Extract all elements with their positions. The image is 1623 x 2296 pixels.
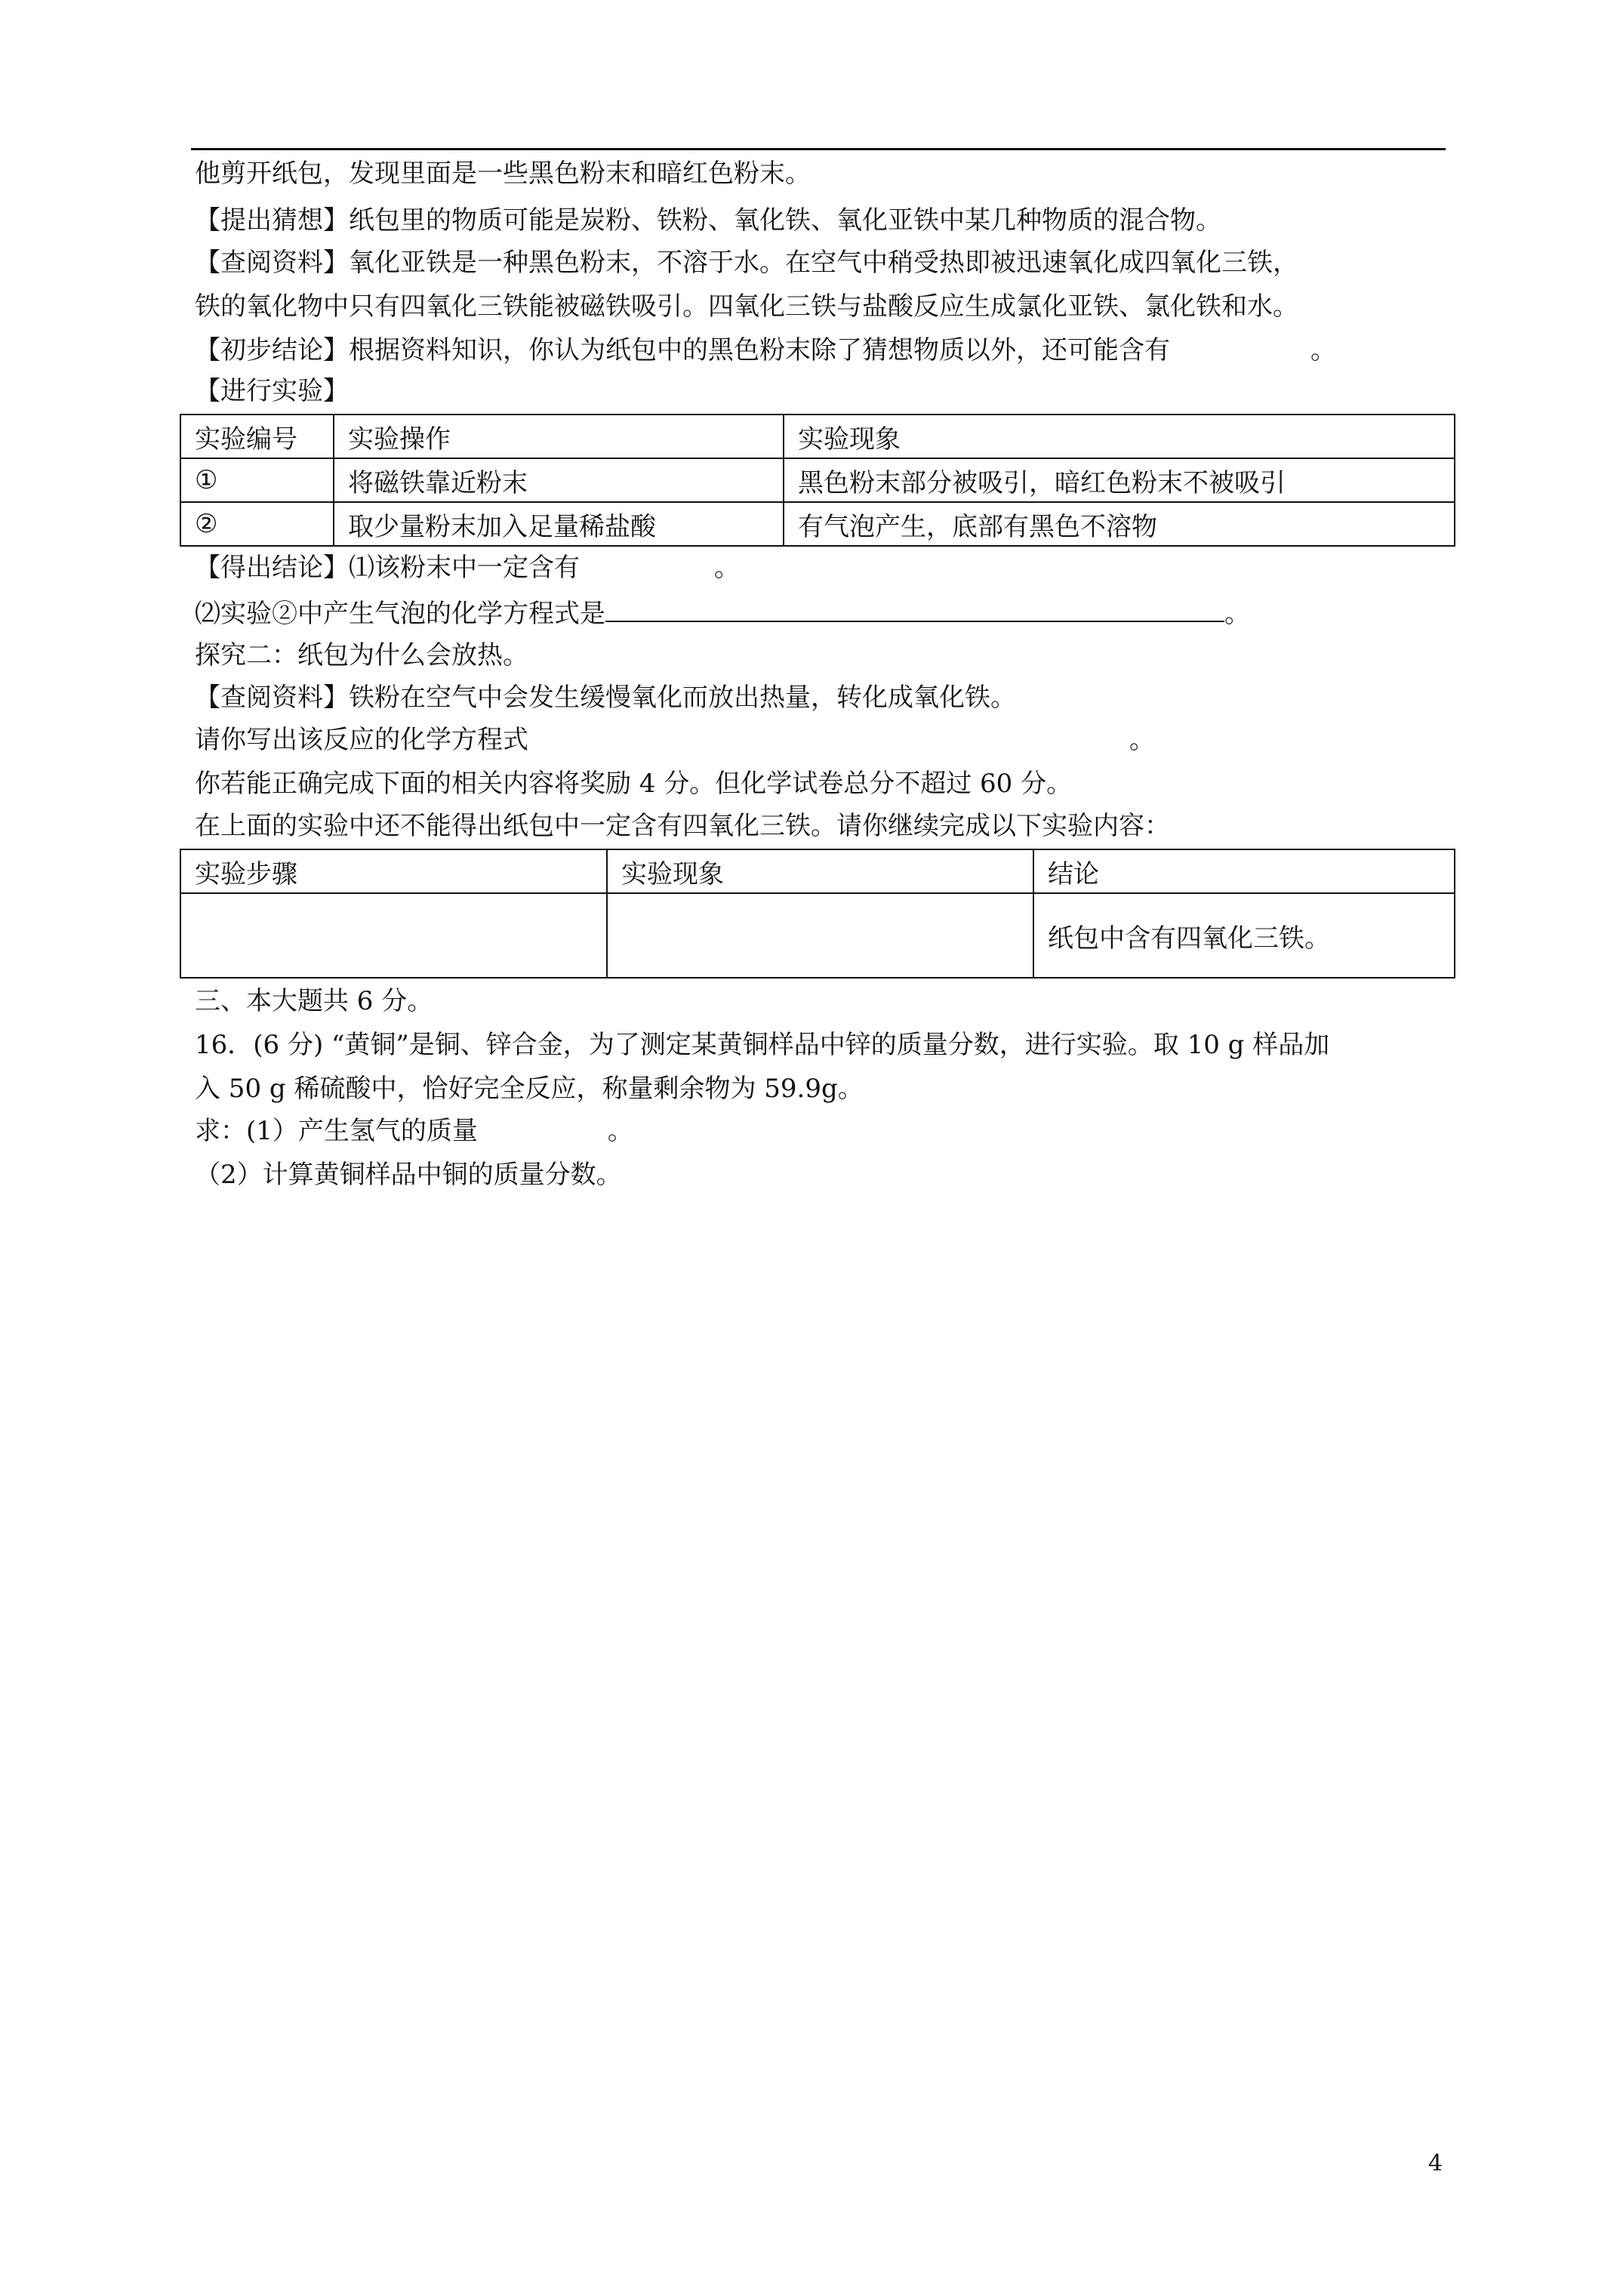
table-header-cell: 实验步骤 — [180, 849, 607, 893]
experiment-table — [180, 414, 1455, 547]
table-cell: ② — [180, 502, 334, 546]
conclusion-line-1: 【得出结论】⑴该粉末中一定含有 。 — [195, 553, 740, 583]
table-cell-steps[interactable] — [180, 893, 607, 978]
conclusion-line-2: ⑵实验②中产生气泡的化学方程式是 。 — [195, 595, 1250, 630]
text-line: 他剪开纸包，发现里面是一些黑色粉末和暗红色粉末。 — [195, 159, 811, 189]
section-three-heading: 三、本大题共 6 分。 — [195, 986, 433, 1016]
page-number: 4 — [1428, 2150, 1443, 2177]
header-rule — [191, 148, 1446, 150]
reference-line-1: 【查阅资料】氧化亚铁是一种黑色粉末，不溶于水。在空气中稍受热即被迅速氧化成四氧化三铁， — [195, 248, 1298, 278]
continue-experiment-line: 在上面的实验中还不能得出纸包中一定含有四氧化三铁。请你继续完成以下实验内容： — [195, 811, 1170, 841]
verification-table — [180, 849, 1455, 978]
table-header-cell: 实验现象 — [784, 415, 1455, 458]
question-16-part-2: （2）计算黄铜样品中铜的质量分数。 — [195, 1160, 622, 1190]
table-row — [180, 502, 1455, 546]
table-header-cell: 结论 — [1033, 849, 1455, 893]
equation-blank[interactable] — [605, 595, 1224, 622]
question-16-part-1: 求：(1）产生氢气的质量 。 — [195, 1116, 633, 1146]
preliminary-conclusion-text: 【初步结论】根据资料知识，你认为纸包中的黑色粉末除了猜想物质以外，还可能含有 — [195, 335, 1170, 365]
reference-line-3: 【查阅资料】铁粉在空气中会发生缓慢氧化而放出热量，转化成氧化铁。 — [195, 683, 1016, 713]
table-cell: 有气泡产生，底部有黑色不溶物 — [784, 502, 1455, 546]
question-16-line-1: 16．(6 分) “黄铜”是铜、锌合金，为了测定某黄铜样品中锌的质量分数，进行实验。取 10 g 样品加 — [195, 1030, 1330, 1060]
reference-line-2: 铁的氧化物中只有四氧化三铁能被磁铁吸引。四氧化三铁与盐酸反应生成氯化亚铁、氯化铁和水。 — [195, 291, 1298, 322]
table-cell: 黑色粉末部分被吸引，暗红色粉末不被吸引 — [784, 458, 1455, 502]
table-header-row — [180, 849, 1455, 893]
table-cell: 取少量粉末加入足量稀盐酸 — [334, 502, 784, 546]
table-cell-phenomenon[interactable] — [607, 893, 1033, 978]
table-header-cell: 实验编号 — [180, 415, 334, 458]
equation-prompt-line: 请你写出该反应的化学方程式 。 — [195, 725, 1155, 755]
table-cell: ① — [180, 458, 334, 502]
preliminary-conclusion-line: 【初步结论】根据资料知识，你认为纸包中的黑色粉末除了猜想物质以外，还可能含有 。 — [195, 335, 1336, 365]
bonus-note-line: 你若能正确完成下面的相关内容将奖励 4 分。但化学试卷总分不超过 60 分。 — [195, 769, 1073, 799]
table-row — [180, 893, 1455, 978]
table-header-cell: 实验现象 — [607, 849, 1033, 893]
experiment-heading: 【进行实验】 — [195, 376, 349, 406]
question-16-line-2: 入 50 g 稀硫酸中，恰好完全反应，称量剩余物为 59.9g。 — [195, 1074, 864, 1104]
table-header-row — [180, 415, 1455, 458]
table-cell: 将磁铁靠近粉末 — [334, 458, 784, 502]
table-cell-conclusion: 纸包中含有四氧化三铁。 — [1033, 893, 1455, 978]
table-header-cell: 实验操作 — [334, 415, 784, 458]
hypothesis-line: 【提出猜想】纸包里的物质可能是炭粉、铁粉、氧化铁、氧化亚铁中某几种物质的混合物。 — [195, 205, 1221, 236]
table-row — [180, 458, 1455, 502]
inquiry-two-line: 探究二：纸包为什么会放热。 — [195, 640, 528, 670]
